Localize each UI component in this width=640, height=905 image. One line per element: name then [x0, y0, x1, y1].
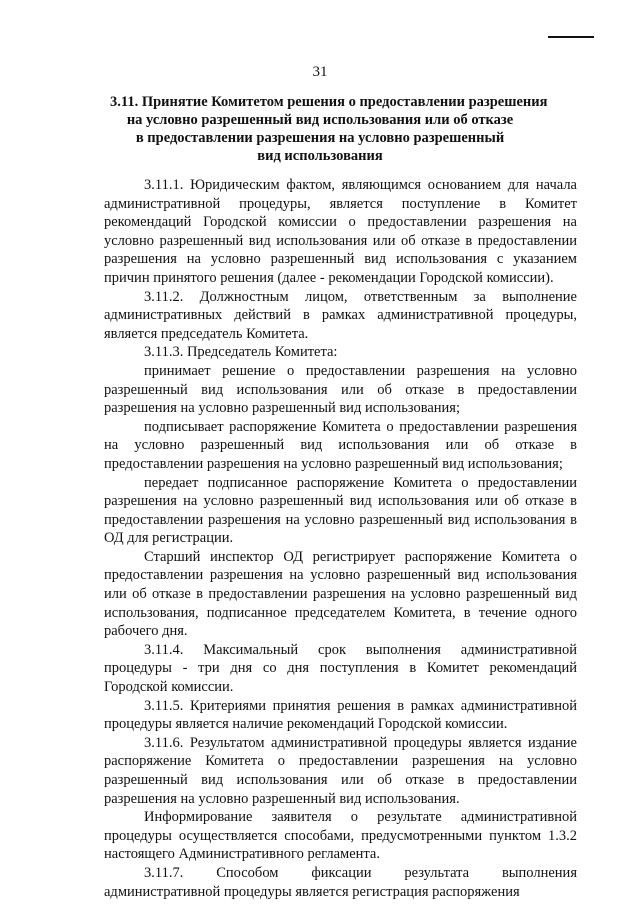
page-number: 31	[312, 64, 328, 80]
heading-line: на условно разрешенный вид использования или об отказе	[126, 112, 514, 128]
paragraph-inspector-registers: Старший инспектор ОД регистрирует распоряжение Комитета о предоставлении разрешения на условно разрешенный вид использования или об отказе в предоставлении разрешения на условно разрешенный вид использования, подписанное председателем Комитета, в течение одного рабочего дня.	[104, 548, 577, 640]
paragraph-3-11-4: 3.11.4. Максимальный срок выполнения административной процедуры - три дня со дня поступления в Комитет рекомендаций Городской комиссии.	[104, 641, 577, 696]
paragraph-3-11-7: 3.11.7. Способом фиксации результата выполнения административной процедуры является регистрация распоряжения	[104, 864, 577, 900]
paragraph-passes-order: передает подписанное распоряжение Комитета о предоставлении разрешения на условно разрешенный вид использования или об отказе в предоставлении разрешения на условно разрешенный вид использования в ОД для регистрации.	[104, 474, 577, 547]
header-rule	[548, 36, 594, 38]
paragraph-3-11-5: 3.11.5. Критериями принятия решения в рамках административной процедуры является наличие рекомендаций Городской комиссии.	[104, 697, 577, 733]
section-heading	[110, 93, 548, 165]
heading-line: 3.11. Принятие Комитетом решения о предоставлении разрешения	[110, 94, 548, 110]
heading-line: вид использования	[257, 148, 383, 164]
heading-line: в предоставлении разрешения на условно разрешенный	[135, 130, 505, 146]
paragraph-informing: Информирование заявителя о результате административной процедуры осуществляется способами, предусмотренными пунктом 1.3.2 настоящего Административного регламента.	[104, 809, 577, 863]
paragraph-signs-order: подписывает распоряжение Комитета о предоставлении разрешения на условно разрешенный вид использования или об отказе в предоставлении разрешения на условно разрешенный вид использования;	[104, 418, 577, 472]
paragraph-accepts-decision: принимает решение о предоставлении разрешения на условно разрешенный вид использования или об отказе в предоставлении разрешения на условно разрешенный вид использования;	[104, 362, 577, 417]
paragraph-3-11-3: 3.11.3. Председатель Комитета:	[144, 344, 338, 361]
paragraph-3-11-2: 3.11.2. Должностным лицом, ответственным за выполнение административных действий в рамках административной процедуры, является председатель Комитета.	[104, 288, 577, 342]
body-text	[104, 176, 577, 901]
paragraph-3-11-6: 3.11.6. Результатом административной процедуры является издание распоряжение Комитета о предоставлении разрешения на условно разрешенный вид использования или об отказе в предоставлении разрешения на условно разрешенный вид использования.	[104, 734, 577, 807]
paragraph-3-11-1: 3.11.1. Юридическим фактом, являющимся основанием для начала административной процедуры, является поступление в Комитет рекомендаций Городской комиссии о предоставлении разрешения на условно разрешенный вид использования или об отказе в предоставлении разрешения на условно разрешенный вид использования с указанием причин принятого решения (далее - рекомендации Городской комиссии).	[104, 177, 577, 286]
